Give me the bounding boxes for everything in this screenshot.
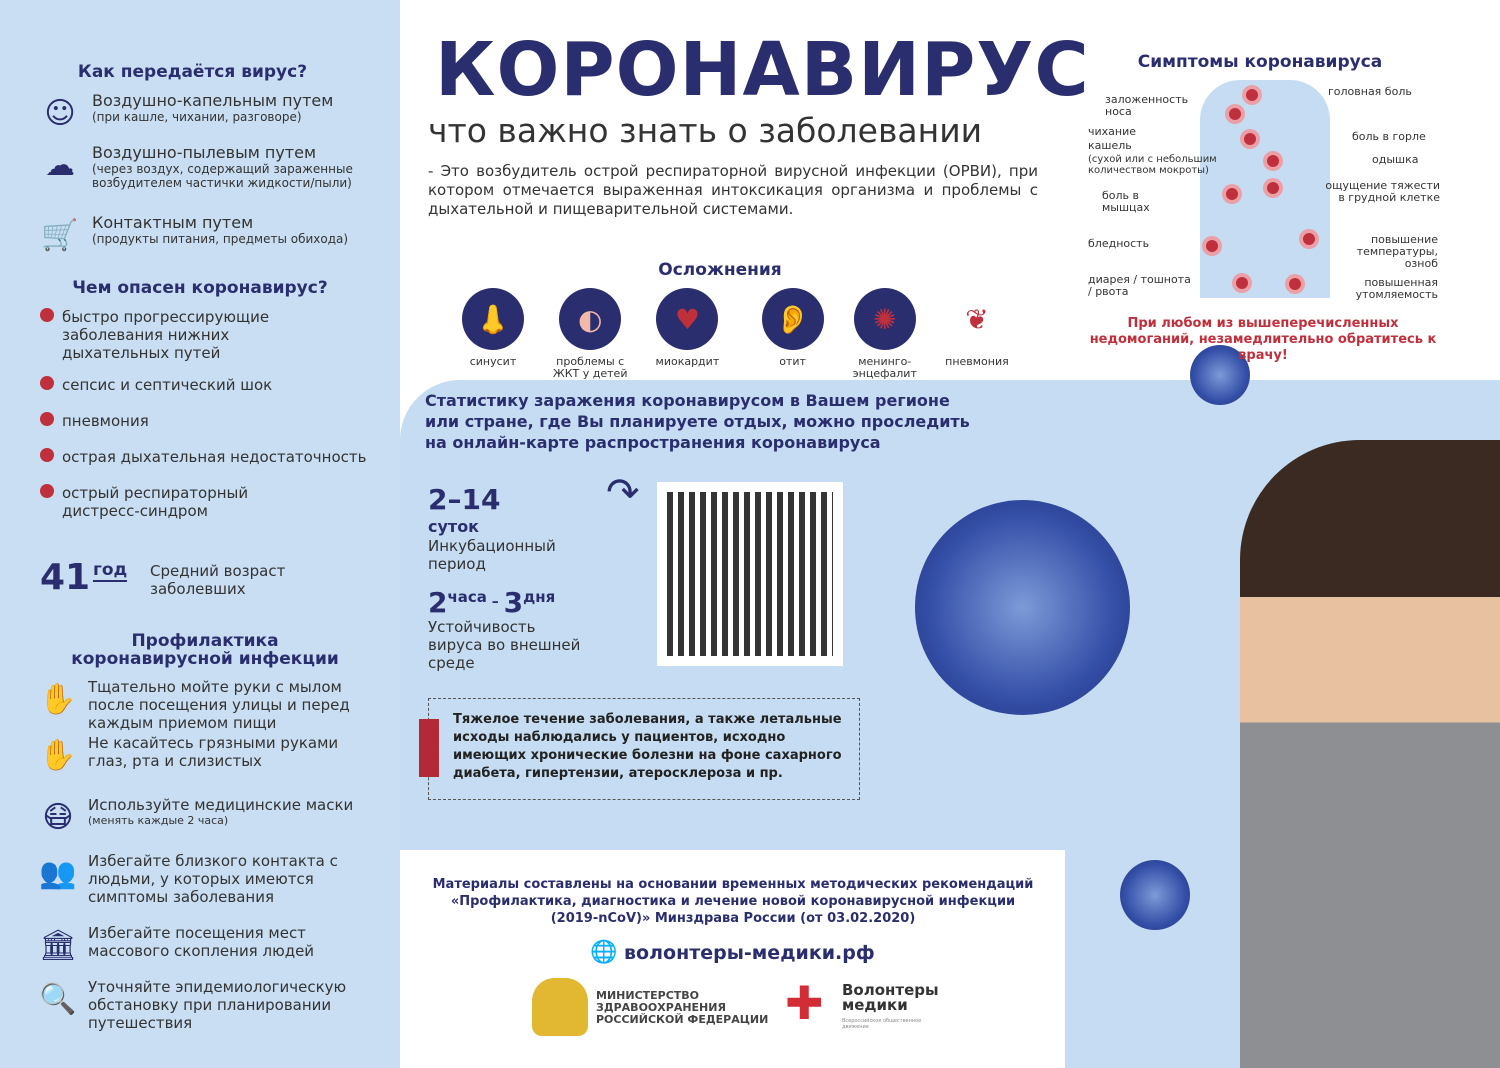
dust-cloud-icon: ☁: [45, 148, 75, 183]
magnifier-icon: 🔍: [39, 982, 77, 1017]
incubation-unit: суток: [428, 517, 480, 536]
item-title: Воздушно-капельным путем: [92, 91, 334, 110]
symptom-label: одышка: [1372, 153, 1419, 166]
stability-value-2: 3: [503, 586, 524, 619]
symptom-label: ощущение тяжести в грудной клетке: [1325, 179, 1440, 204]
danger-item: пневмония: [40, 412, 370, 430]
complication-item: [850, 288, 920, 380]
stomach-icon: ◐: [559, 288, 621, 350]
volunteers-sub: Всероссийское общественное движение: [842, 1018, 922, 1030]
symptom-marker: [1229, 108, 1241, 120]
volunteers-logo-cross: ✚: [785, 976, 824, 1030]
prevention-text: Тщательно мойте руки с мылом после посещения улицы и перед каждым приемом пищи: [88, 678, 350, 732]
complication-label: миокардит: [655, 355, 720, 368]
symptom-label: кашель: [1088, 139, 1132, 152]
complication-label: синусит: [469, 355, 517, 368]
page-subtitle: что важно знать о заболевании: [428, 111, 983, 150]
transmission-item: [38, 144, 388, 214]
people-contact-icon: 👥: [39, 856, 77, 891]
complication-item: [929, 288, 1025, 380]
item-note: (продукты питания, предметы обихода): [92, 232, 349, 246]
hand-washing-icon: ✋: [39, 682, 77, 717]
complication-label: проблемы с ЖКТ у детей: [552, 355, 628, 380]
symptom-marker: [1246, 89, 1258, 101]
prevention-heading: Профилактика коронавирусной инфекции: [71, 631, 339, 669]
prevention-item: [36, 978, 376, 1032]
qr-code[interactable]: [657, 482, 843, 666]
item-note: (через воздух, содержащий зараженные возбудителем частички жидкости/пыли): [92, 162, 353, 190]
prevention-item: [36, 924, 376, 978]
complication-label: менинго-энцефалит: [852, 355, 917, 380]
symptom-marker: [1303, 233, 1315, 245]
warning-marker: [419, 719, 439, 777]
complication-label: пневмония: [945, 355, 1009, 368]
symptom-label: бледность: [1088, 237, 1150, 250]
danger-item: быстро прогрессирующие заболевания нижних дыхательных путей: [40, 308, 340, 362]
prevention-list: [36, 678, 376, 1032]
complication-item: [550, 288, 630, 380]
transmission-item: [38, 214, 388, 258]
ear-icon: 👂: [762, 288, 824, 350]
transmission-list: [38, 92, 388, 258]
coughing-head-icon: ☺: [44, 96, 76, 131]
warning-box: [428, 698, 860, 800]
danger-heading: Чем опасен коронавирус?: [72, 278, 328, 298]
symptom-label: головная боль: [1328, 85, 1412, 98]
coughing-man-photo: [1240, 440, 1500, 1068]
prevention-text: Используйте медицинские маски: [88, 796, 354, 814]
prevention-text: Избегайте близкого контакта с людьми, у которых имеются симптомы заболевания: [88, 852, 338, 906]
complication-label: отит: [779, 355, 806, 368]
symptom-marker: [1244, 133, 1256, 145]
groceries-icon: 🛒: [41, 218, 79, 253]
virus-image-small: [1120, 860, 1190, 930]
ministry-name: МИНИСТЕРСТВО ЗДРАВООХРАНЕНИЯ РОССИЙСКОЙ ФЕДЕРАЦИИ: [596, 989, 769, 1026]
symptom-note: (сухой или с небольшим количеством мокроты): [1088, 154, 1217, 176]
age-value: 41: [40, 557, 91, 598]
lungs-icon: ❦: [946, 288, 1008, 350]
stability-unit-1: часа: [447, 588, 487, 606]
incubation-value: 2–14: [428, 483, 501, 516]
symptom-label: повышенная утомляемость: [1355, 276, 1438, 301]
symptoms-alert: При любом из вышеперечисленных недомоганий, незамедлительно обратитесь к врачу!: [1089, 316, 1437, 363]
prevention-item: [36, 678, 376, 734]
symptom-marker: [1236, 277, 1248, 289]
prevention-text: Не касайтесь грязными руками глаз, рта и слизистых: [88, 734, 339, 770]
prevention-text: Уточняйте эпидемиологическую обстановку при планировании путешествия: [88, 978, 347, 1032]
intro-text: - Это возбудитель острой респираторной вирусной инфекции (ОРВИ), при котором отмечается выраженная интоксикация организма и проблемы с дыхательной и пищеварительной системами.: [428, 162, 1038, 218]
complication-item: [445, 288, 541, 380]
website-link[interactable]: [590, 940, 875, 966]
website-text[interactable]: волонтеры-медики.рф: [624, 942, 875, 964]
heart-icon: ♥: [656, 288, 718, 350]
symptom-label: диарея / тошнота / рвота: [1088, 273, 1191, 298]
item-note: (при кашле, чихании, разговоре): [92, 110, 302, 124]
symptom-marker: [1226, 188, 1238, 200]
complication-item: [639, 288, 735, 380]
volunteers-name: Волонтеры медики: [842, 981, 939, 1014]
stability-value: 2часа – 3дня: [428, 586, 556, 619]
danger-item: сепсис и септический шок: [40, 376, 370, 394]
symptom-marker: [1267, 182, 1279, 194]
transmission-item: [38, 92, 388, 144]
prevention-text: Избегайте посещения мест массового скопления людей: [88, 924, 315, 960]
symptom-label: боль в мышцах: [1102, 189, 1150, 214]
age-label: Средний возраст заболевших: [150, 562, 286, 598]
incubation-label: Инкубационный период: [428, 537, 556, 573]
item-title: Контактным путем: [92, 213, 254, 232]
stability-value-1: 2: [428, 586, 448, 619]
warning-text: Тяжелое течение заболевания, а также летальные исходы наблюдались у пациентов, исходно имеющих хронические болезни на фоне сахарного диабета, гипертензии, атеросклероза и пр.: [453, 712, 842, 781]
stability-unit-2: дня: [523, 588, 556, 606]
building-icon: 🏛: [38, 928, 78, 963]
stability-label: Устойчивость вируса во внешней среде: [428, 618, 581, 672]
item-title: Воздушно-пылевым путем: [92, 143, 317, 162]
ministry-emblem: [532, 978, 588, 1036]
globe-icon: 🌐: [590, 940, 618, 965]
symptom-marker: [1289, 278, 1301, 290]
symptom-label: боль в горле: [1352, 130, 1426, 143]
prevention-item: [36, 852, 376, 924]
prevention-item: [36, 734, 376, 796]
nose-icon: 👃: [462, 288, 524, 350]
stats-text: Статистику заражения коронавирусом в Вашем регионе или стране, где Вы планируете отдых, можно проследить на онлайн-карте распространения коронавируса: [425, 391, 970, 452]
symptom-label: повышение температуры, озноб: [1356, 233, 1438, 270]
arrow-icon: ↷: [606, 470, 640, 516]
symptom-label: заложенность носа: [1105, 93, 1189, 118]
complication-item: [745, 288, 841, 380]
symptom-label: чихание: [1088, 125, 1137, 138]
page-title: КОРОНАВИРУС: [435, 27, 1090, 113]
age-unit: год: [93, 560, 128, 580]
symptom-marker: [1206, 240, 1218, 252]
complications-list: [445, 288, 1025, 380]
prevention-item: [36, 796, 376, 852]
virus-image: [915, 500, 1130, 715]
danger-item: острая дыхательная недостаточность: [40, 448, 390, 466]
danger-item: острый респираторный дистресс-синдром: [40, 484, 280, 520]
mask-icon: 😷: [42, 800, 74, 835]
symptoms-heading: Симптомы коронавируса: [1137, 52, 1383, 72]
transmission-heading: Как передаётся вирус?: [77, 62, 308, 82]
body-silhouette: [1200, 80, 1330, 298]
dirty-hand-icon: ✋: [39, 738, 77, 773]
brain-icon: ✺: [854, 288, 916, 350]
prevention-note: (менять каждые 2 часа): [88, 814, 229, 827]
complications-heading: Осложнения: [658, 260, 782, 280]
symptom-marker: [1267, 155, 1279, 167]
source-text: Материалы составлены на основании временных методических рекомендаций «Профилактика, диагностика и лечение новой коронавирусной инфекции (2019-nCoV)» Минздрава России (от 03.02.2020): [432, 877, 1034, 926]
